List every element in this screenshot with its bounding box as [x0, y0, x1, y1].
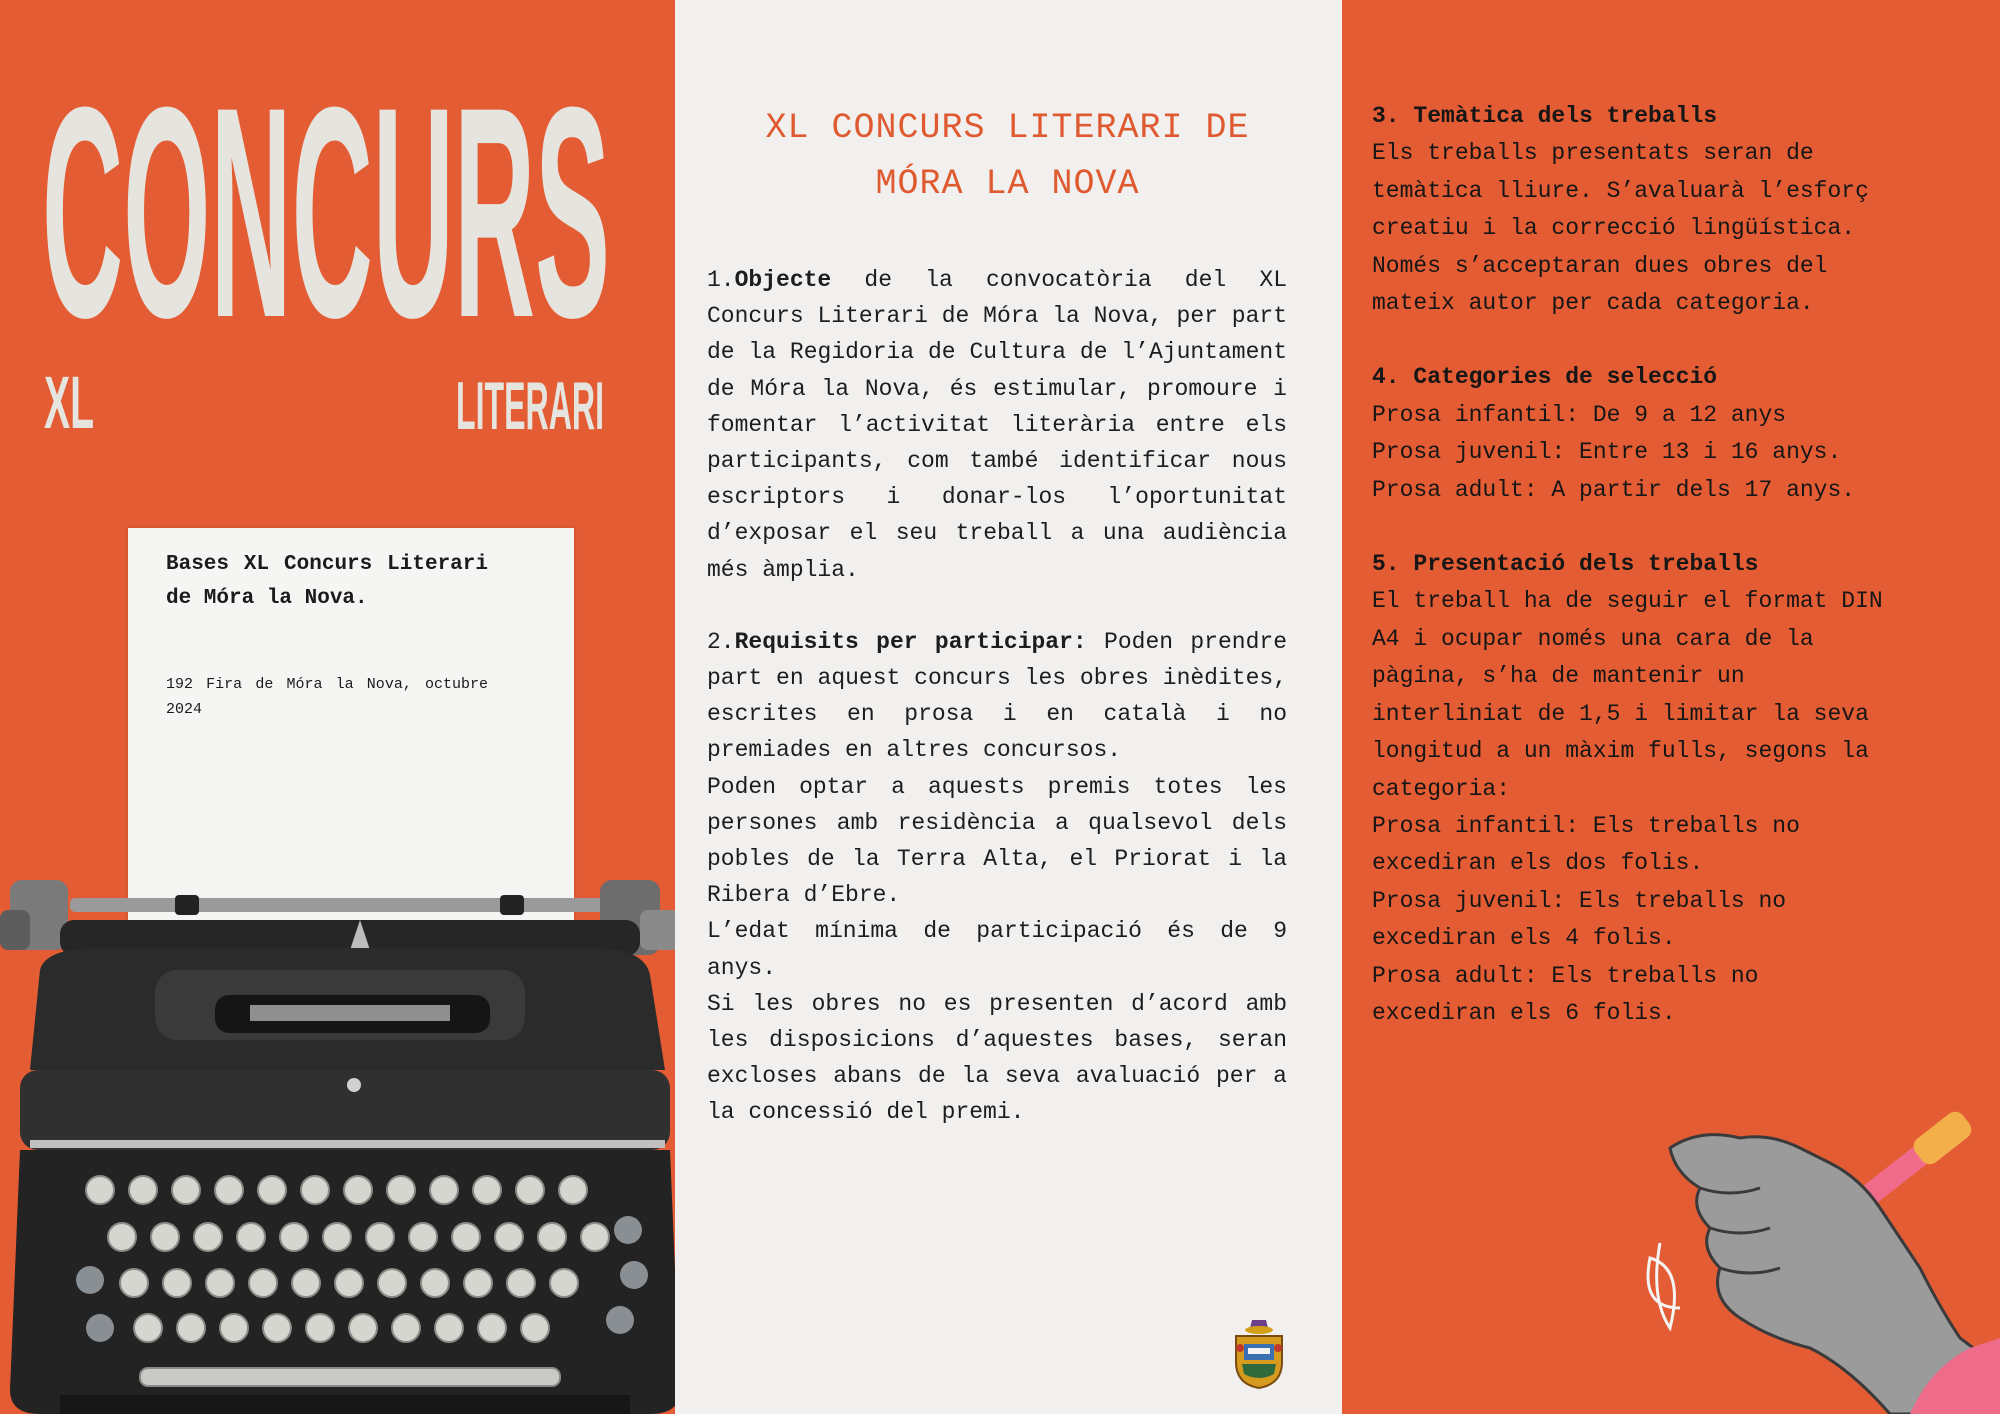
hand-with-pen-illustration [1630, 1068, 2000, 1414]
document-heading [715, 100, 1300, 212]
section-1-heading: Objecte [734, 267, 832, 293]
left-panel [0, 0, 675, 1414]
section-2-heading: Requisits per participar: [734, 628, 1087, 655]
typewriter-illustration [0, 820, 675, 1414]
section-3-heading: 3. Temàtica dels treballs [1372, 103, 1718, 129]
svg-text:LITERARI: LITERARI [456, 378, 604, 432]
section-2-age: L’edat mínima de participació és de 9 anys. [707, 918, 1287, 981]
svg-text:XL: XL [44, 372, 94, 432]
svg-text:CONCURS: CONCURS [42, 88, 610, 350]
section-2-residence: Poden optar a aquests premis totes les persones amb residència a qualsevol dels pobles de la Terra Alta, el Priorat i la Ribera d’Ebre. [707, 773, 1287, 909]
paper-title: Bases XL Concurs Literari de Móra la Nova. [166, 553, 488, 610]
heading-line-1: XL CONCURS LITERARI DE [765, 108, 1250, 148]
middle-panel [675, 0, 1342, 1414]
section-2: 2.Requisits per participar: Poden prendre part en aquest concurs les obres inèdites, escrites en prosa i en català i no premiades en altres concursos. [707, 628, 1287, 764]
rules-body [707, 262, 1287, 1131]
section-2-exclusion: Si les obres no es presenten d’acord amb les disposicions d’aquestes bases, seran excloses abans de la seva avaluació per a la concessió del premi. [707, 990, 1287, 1126]
section-1: 1.Objecte de la convocatòria del XL Concurs Literari de Móra la Nova, per part de la Regidoria de Cultura de l’Ajuntament de Móra la Nova, és estimular, promoure i fomentar l’activitat literària entre els participants, com també identificar nous escriptors i donar-los l’oportunitat d’exposar el seu treball a una audiència més àmplia. [707, 267, 1287, 583]
literari-subtitle [456, 378, 606, 432]
heading-line-2: MÓRA LA NOVA [875, 164, 1140, 204]
roman-numeral [44, 372, 104, 432]
section-5-heading: 5. Presentació dels treballs [1372, 551, 1759, 578]
paper-subtitle: 192 Fira de Móra la Nova, octubre 2024 [166, 676, 488, 718]
rules-continued: 3. Temàtica dels treballs Els treballs presentats seran de temàtica lliure. S’avaluarà l’esforç creatiu i la correcció lingüística. Només s’acceptaran dues obres del mateix autor per cada categoria. 4. Categories de selecció Prosa infantil: De 9 a 12 anys Prosa juvenil: Entre 13 i 16 anys. Prosa adult: A partir dels 17 anys. 5. Presentació dels treballs El treball ha de seguir el format DIN A4 i ocupar només una cara de la pàgina, s’ha de mantenir un interliniat de 1,5 i limitar la seva longitud a un màxim fulls, segons la categoria: Prosa infantil: Els treballs no excediran els dos folis. Prosa juvenil: Els treballs no excediran els 4 folis. Prosa adult: Els treballs no excediran els 6 folis. [1372, 98, 1982, 1032]
concurs-title [42, 88, 612, 350]
section-4-heading: 4. Categories de selecció [1372, 364, 1718, 391]
municipal-coat-of-arms [1230, 1318, 1288, 1390]
